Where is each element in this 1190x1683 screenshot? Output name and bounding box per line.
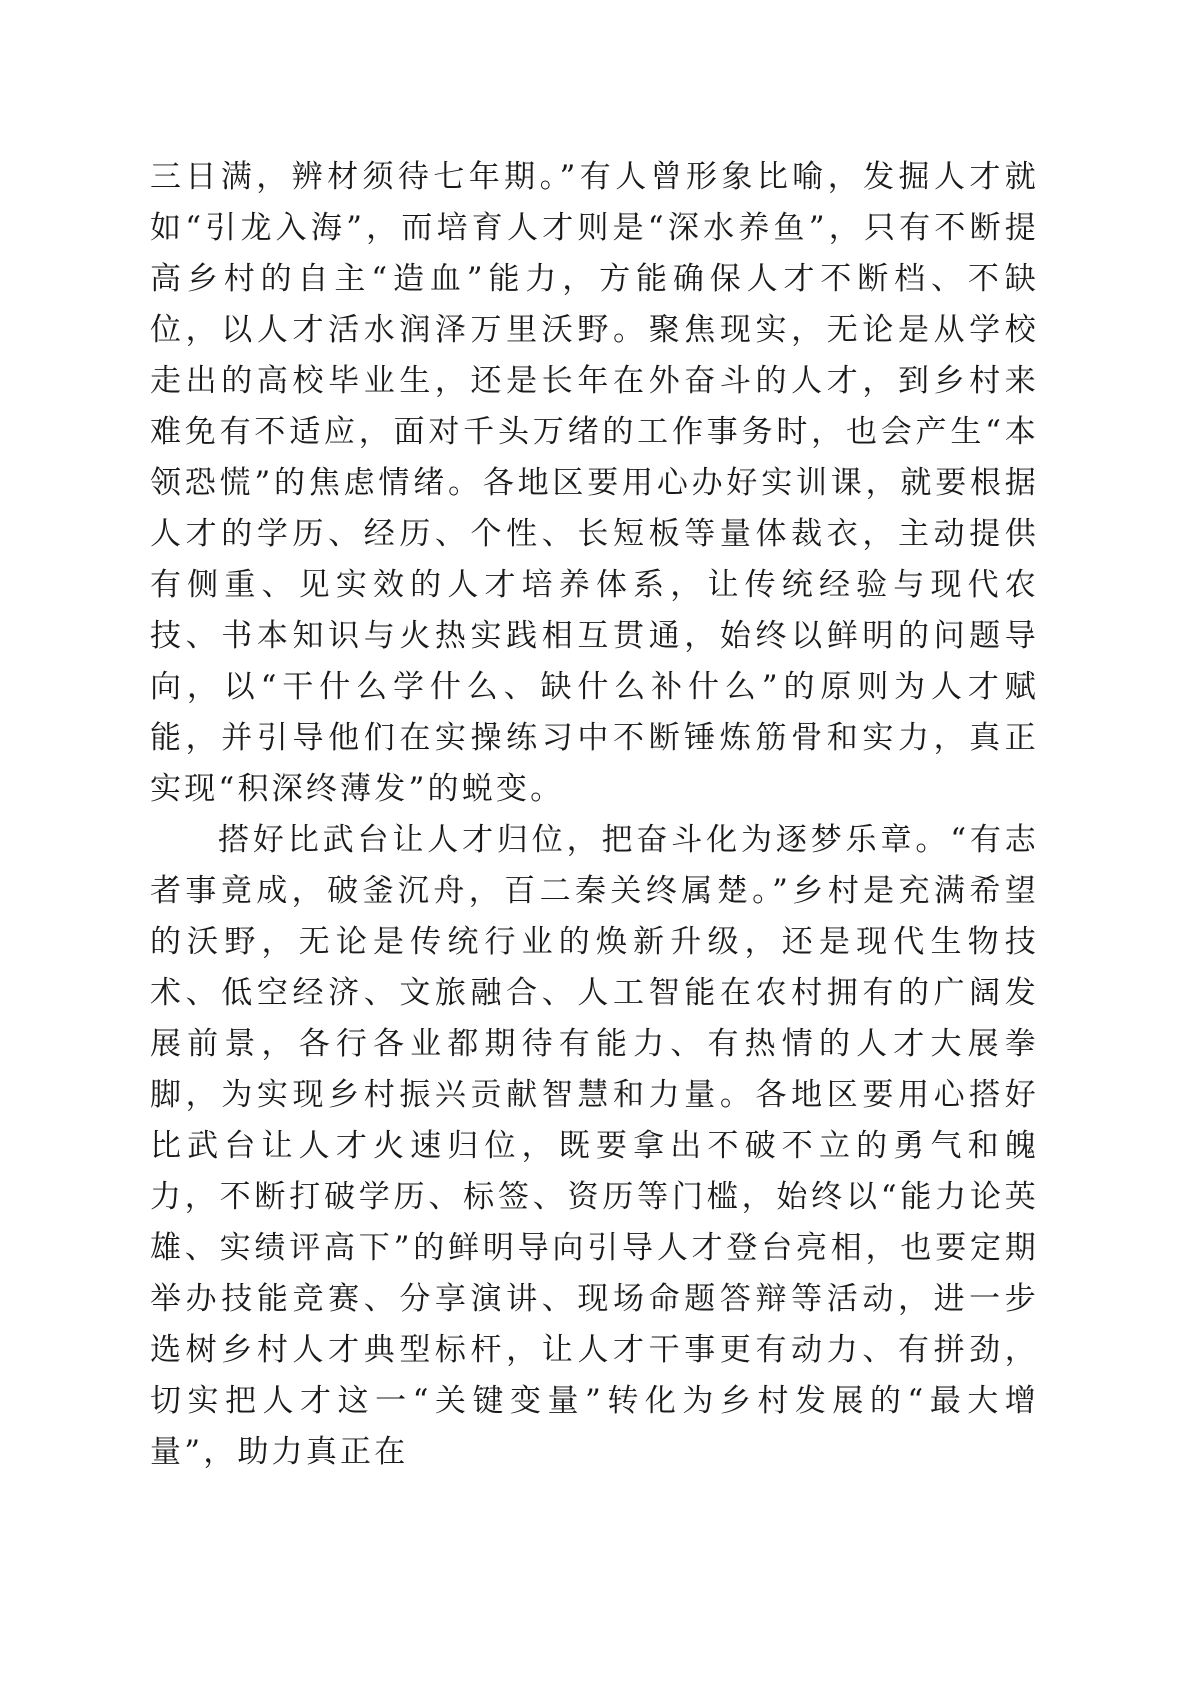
body-text (150, 152, 1039, 1478)
paragraph-talent-training: 三日满，辨材须待七年期。”有人曾形象比喻，发掘人才就如“引龙入海”，而培育人才则是“深水养鱼”，只有不断提高乡村的自主“造血”能力，方能确保人才不断档、不缺位，以人才活水润泽万里沃野。聚焦现实，无论是从学校走出的高校毕业生，还是长年在外奋斗的人才，到乡村来难免有不适应，面对千头万绪的工作事务时，也会产生“本领恐慌”的焦虑情绪。各地区要用心办好实训课，就要根据人才的学历、经历、个性、长短板等量体裁衣，主动提供有侧重、见实效的人才培养体系，让传统经验与现代农技、书本知识与火热实践相互贯通，始终以鲜明的问题导向，以“干什么学什么、缺什么补什么”的原则为人才赋能，并引导他们在实操练习中不断锤炼筋骨和实力，真正实现“积深终薄发”的蜕变。 (150, 159, 1039, 807)
paragraph-talent-platform: 搭好比武台让人才归位，把奋斗化为逐梦乐章。“有志者事竟成，破釜沉舟，百二秦关终属楚。”乡村是充满希望的沃野，无论是传统行业的焕新升级，还是现代生物技术、低空经济、文旅融合、人工智能在农村拥有的广阔发展前景，各行各业都期待有能力、有热情的人才大展拳脚，为实现乡村振兴贡献智慧和力量。各地区要用心搭好比武台让人才火速归位，既要拿出不破不立的勇气和魄力，不断打破学历、标签、资历等门槛，始终以“能力论英雄、实绩评高下”的鲜明导向引导人才登台亮相，也要定期举办技能竞赛、分享演讲、现场命题答辩等活动，进一步选树乡村人才典型标杆，让人才干事更有动力、有拼劲，切实把人才这一“关键变量”转化为乡村发展的“最大增量”，助力真正在 (150, 822, 1039, 1470)
